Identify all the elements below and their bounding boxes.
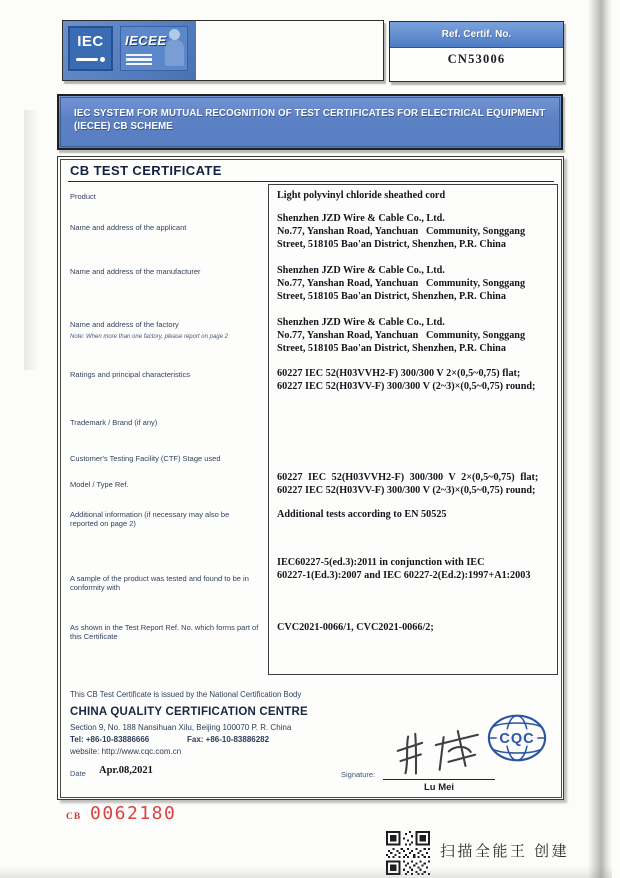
factory-value	[277, 316, 553, 355]
applicant-line1: Shenzhen JZD Wire & Cable Co., Ltd.	[277, 213, 445, 224]
manufacturer-label: Name and address of the manufacturer	[70, 267, 201, 276]
iecee-logo-line	[126, 54, 152, 56]
issuing-body-fax: Fax: +86-10-83886282	[187, 735, 270, 744]
ratings-label: Ratings and principal characteristics	[70, 370, 191, 379]
additional-info-label: Additional information (if necessary may also be reported on page 2)	[70, 510, 230, 528]
logo-blue-strip	[63, 21, 196, 80]
qr-code	[386, 831, 430, 875]
factory-line3: Street, 518105 Bao'an District, Shenzhen, P.R. China	[277, 343, 506, 354]
iec-logo	[68, 26, 113, 71]
issuing-body-name: CHINA QUALITY CERTIFICATION CENTRE	[70, 706, 308, 718]
banner-line1: IEC SYSTEM FOR MUTUAL RECOGNITION OF TEST CERTIFICATES FOR ELECTRICAL EQUIPMENT	[74, 108, 546, 119]
date-label: Date	[70, 769, 86, 778]
model-type-label: Model / Type Ref.	[70, 480, 129, 489]
scan-edge-shadow-bottom	[0, 866, 612, 878]
header-logo-box	[62, 20, 384, 81]
model-line1: 60227 IEC 52(H03VVH2-F) 300/300 V 2×(0,5~0,75) flat;	[277, 472, 539, 483]
model-line2: 60227 IEC 52(H03VV-F) 300/300 V (2~3)×(0,5~0,75) round;	[277, 485, 536, 496]
test-report-label: As shown in the Test Report Ref. No. which forms part of this Certificate	[70, 623, 259, 641]
manufacturer-value	[277, 264, 553, 303]
issuing-body-tel: Tel: +86-10-83886666	[70, 735, 150, 744]
product-label: Product	[70, 192, 96, 201]
cqc-logo	[486, 712, 548, 764]
iecee-figure-body	[165, 40, 184, 66]
factory-note: Note: When more than one factory, please report on page 2	[70, 334, 228, 340]
product-value	[277, 189, 553, 202]
issuer-statement: This CB Test Certificate is issued by the National Certification Body	[70, 690, 302, 699]
signatory-name: Lu Mei	[423, 782, 455, 793]
iec-logo-dot	[100, 57, 106, 63]
scheme-banner	[57, 94, 563, 150]
iecee-logo-line	[126, 58, 152, 60]
ref-certif-number: CN53006	[447, 52, 506, 66]
conformity-value	[277, 556, 553, 582]
applicant-label: Name and address of the applicant	[70, 223, 187, 232]
product-value-text: Light polyvinyl chloride sheathed cord	[277, 190, 446, 201]
model-type-value	[277, 471, 553, 497]
trademark-label: Trademark / Brand (if any)	[70, 418, 158, 427]
signature-line	[383, 779, 495, 780]
scan-edge-shadow-right	[588, 0, 612, 878]
conformity-label: A sample of the product was tested and found to be in conformity with	[70, 574, 249, 592]
cqc-logo-text: CQC	[499, 730, 535, 747]
factory-line1: Shenzhen JZD Wire & Cable Co., Ltd.	[277, 317, 445, 328]
conformity-line2: 60227-1(Ed.3):2007 and IEC 60227-2(Ed.2):1997+A1:2003	[277, 570, 531, 581]
test-report-value	[277, 621, 553, 634]
iecee-logo	[120, 26, 188, 71]
applicant-line2: No.77, Yanshan Road, Yanchuan Community, Songgang	[277, 226, 526, 237]
ratings-value	[277, 367, 553, 393]
values-box	[268, 184, 558, 675]
additional-info-text: Additional tests according to EN 50525	[277, 509, 447, 520]
iecee-logo-text: IECEE	[125, 33, 167, 48]
stamp-prefix: CB	[66, 812, 82, 822]
issuing-body-address: Section 9, No. 188 Nansihuan Xilu, Beijing 100070 P. R. China	[70, 723, 292, 732]
ratings-line2: 60227 IEC 52(H03VV-F) 300/300 V (2~3)×(0,5~0,75) round;	[277, 381, 536, 392]
issuing-body-website: website: http://www.cqc.com.cn	[70, 747, 182, 756]
signature-handwriting	[388, 726, 493, 778]
signature-label: Signature:	[341, 770, 376, 779]
title-rule	[68, 181, 554, 182]
factory-label: Name and address of the factory	[70, 320, 179, 329]
conformity-line1: IEC60227-5(ed.3):2011 in conjunction with IEC	[277, 557, 485, 568]
iec-logo-bar	[76, 58, 98, 62]
scheme-banner-inner	[60, 97, 560, 147]
manufacturer-line1: Shenzhen JZD Wire & Cable Co., Ltd.	[277, 265, 445, 276]
ctf-stage-label: Customer's Testing Facility (CTF) Stage used	[70, 454, 221, 463]
date-value: Apr.08,2021	[99, 765, 153, 776]
additional-info-value	[277, 508, 553, 521]
manufacturer-line2: No.77, Yanshan Road, Yanchuan Community, Songgang	[277, 278, 526, 289]
ref-certif-box	[389, 21, 564, 82]
factory-line2: No.77, Yanshan Road, Yanchuan Community, Songgang	[277, 330, 526, 341]
stamp-number: 0062180	[90, 803, 177, 824]
scan-smudge	[24, 110, 40, 370]
ref-certif-label: Ref. Certif. No.	[390, 22, 563, 48]
test-report-text: CVC2021-0066/1, CVC2021-0066/2;	[277, 622, 434, 633]
iec-logo-text: IEC	[77, 33, 104, 50]
iecee-figure-head	[169, 29, 180, 40]
camscanner-text: 扫描全能王 创建	[440, 843, 570, 860]
certificate-title: CB TEST CERTIFICATE	[70, 163, 222, 178]
applicant-value	[277, 212, 553, 251]
banner-line2: (IECEE) CB SCHEME	[74, 121, 173, 132]
iecee-logo-line	[126, 63, 152, 65]
manufacturer-line3: Street, 518105 Bao'an District, Shenzhen, P.R. China	[277, 291, 506, 302]
ratings-line1: 60227 IEC 52(H03VVH2-F) 300/300 V 2×(0,5~0,75) flat;	[277, 368, 521, 379]
applicant-line3: Street, 518105 Bao'an District, Shenzhen, P.R. China	[277, 239, 506, 250]
